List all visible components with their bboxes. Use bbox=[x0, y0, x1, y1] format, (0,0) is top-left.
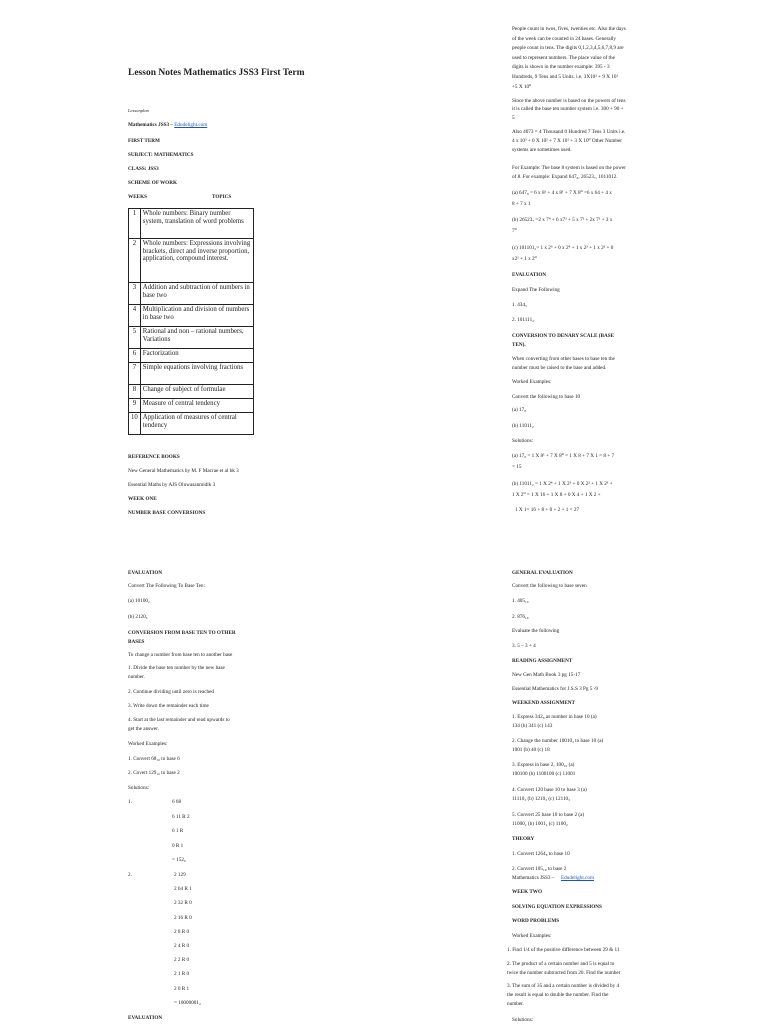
step-line: 3. Write down the remainder each time bbox=[128, 703, 209, 709]
division-step: 6 1 R bbox=[172, 828, 184, 834]
step-line: number. bbox=[128, 674, 145, 680]
intro-line: used to represent numbers. The place value of the bbox=[512, 54, 615, 61]
division-step: 2 2 R 0 bbox=[174, 957, 190, 964]
paragraph-line: 5 bbox=[512, 114, 515, 121]
example-line: (b) 26523₇ =2 x 7⁴ + 6 x7³ + 5 x 7² + 2x 7¹ + 3 x bbox=[512, 217, 613, 223]
intro-line: People count in twos, fives, twenties etc. Also the days bbox=[512, 26, 626, 32]
word-problem: the result is equal to double the number. Find the bbox=[507, 992, 609, 998]
week-number: 9 bbox=[129, 399, 141, 413]
instruction-text: Convert The Following To Base Ten: bbox=[128, 583, 205, 589]
example-line: (c) 101101₂= 1 x 2⁵ + 0 x 2⁴ + 1 x 2³ + 1 x 2² + 0 bbox=[512, 245, 614, 251]
topic-row bbox=[129, 283, 254, 305]
page-3 bbox=[0, 512, 384, 1024]
section-heading: CONVERSION TO DENARY SCALE (BASE bbox=[512, 333, 615, 339]
topic-heading: NUMBER BASE CONVERSIONS bbox=[128, 510, 206, 516]
division-step: 2 16 R 0 bbox=[174, 914, 192, 921]
intro-line: digits is shown in the number example: 395 - 3 bbox=[512, 64, 610, 71]
word-problem: 2. The product of a certain number and 5 is equal to bbox=[507, 961, 615, 967]
topic-text: Application of measures of central tendency bbox=[140, 413, 253, 435]
week-two-heading: WEEK TWO bbox=[512, 889, 543, 895]
example-line: 8 + 7 x 1 bbox=[512, 201, 531, 207]
instruction-text: To change a number from base ten to another base bbox=[128, 652, 233, 658]
example-item: 2. Covert 129₁₀ to base 2 bbox=[128, 770, 180, 776]
topics-header: TOPICS bbox=[212, 194, 232, 200]
assignment-line: 11110₃ (b) 1210₃ (c) 12110₃ bbox=[512, 796, 570, 802]
example-line: (a) 647₈ = 6 x 8² + 4 x 8¹ + 7 X 8⁰ =6 x 64 + 4 x bbox=[512, 190, 612, 196]
word-problem: 1. Find 1/4 of the positive difference between 29 & 11 bbox=[507, 947, 620, 953]
step-line: 4. Start at the last remainder and read upwards to bbox=[128, 717, 230, 723]
word-problem: twice the number subtracted from 20. Find the number bbox=[507, 970, 621, 976]
topic-text: Simple equations involving fractions bbox=[140, 363, 253, 385]
intro-line: +5 X 10⁰ bbox=[512, 83, 532, 90]
solution-line: (a) 17₈ = 1 X 8¹ + 7 X 8⁰ = 1 X 8 + 7 X 1 = 8 + 7 bbox=[512, 453, 615, 459]
assignment-line: 1. Express 342₈ as number in base 10 (a) bbox=[512, 714, 597, 720]
intro-line: of the week can be counted in 24 bases. Generally bbox=[512, 35, 616, 42]
division-step: 2 4 R 0 bbox=[174, 943, 190, 949]
week-number: 10 bbox=[129, 413, 141, 435]
paragraph-line: number must be raised to the base and added. bbox=[512, 365, 607, 371]
assignment-line: 4. Convert 120 base 10 to base 3 (a) bbox=[512, 787, 587, 793]
question-number: 2. bbox=[128, 872, 132, 878]
general-evaluation-heading: GENERAL EVALUATION bbox=[512, 570, 573, 576]
week-number: 2 bbox=[129, 239, 141, 283]
assignment-line: 11000₂ (b) 1001₂ (c) 1100₂ bbox=[512, 821, 568, 827]
example-item: 1. Convert 68₁₀ to base 6 bbox=[128, 756, 180, 762]
week-number: 7 bbox=[129, 363, 141, 385]
topic-row bbox=[129, 327, 254, 349]
scheme-of-work-table bbox=[128, 208, 254, 435]
topic-text: Whole numbers: Binary number system, translation of word problems bbox=[140, 209, 253, 239]
topic-row bbox=[129, 305, 254, 327]
instruction-text: Convert the following to base seven bbox=[512, 583, 587, 589]
step-line: get the answer. bbox=[128, 726, 159, 732]
division-step: 2 129 bbox=[174, 872, 186, 878]
topic-text: Addition and subtraction of numbers in base two bbox=[140, 283, 253, 305]
topic-row bbox=[129, 385, 254, 399]
division-step: = 10000001₂ bbox=[174, 999, 201, 1006]
footer-text: Mathematics JSS3 – bbox=[512, 875, 555, 881]
week-number: 4 bbox=[129, 305, 141, 327]
topic-text: Change of subject of formulae bbox=[140, 385, 253, 399]
topic-text: Multiplication and division of numbers in base two bbox=[140, 305, 253, 327]
scheme-heading: SCHEME OF WORK bbox=[128, 180, 177, 186]
section-heading: CONVERSION FROM BASE TEN TO OTHER bbox=[128, 630, 236, 636]
topic-row bbox=[129, 209, 254, 239]
solution-line: (b) 11011₂ = 1 X 2⁴ + 1 X 2³ + 0 X 2² + 1 X 2¹ + bbox=[512, 481, 613, 487]
lessonplan-label: Lessonplan bbox=[128, 108, 149, 113]
word-problem: 3. The sum of 35 and a certain number is divided by 4 bbox=[507, 983, 620, 989]
weeks-header: WEEKS bbox=[128, 194, 148, 200]
week-number: 1 bbox=[129, 209, 141, 239]
first-term-heading: FIRST TERM bbox=[128, 138, 160, 144]
section-heading: WORD PROBLEMS bbox=[512, 918, 560, 924]
page-4 bbox=[384, 512, 768, 1024]
solution-line: 1 X 2⁰ = 1 X 16 + 1 X 8 + 0 X 4 + 1 X 2 + bbox=[512, 492, 601, 498]
week-number: 3 bbox=[129, 283, 141, 305]
paragraph-line: systems are sometimes used. bbox=[512, 147, 572, 154]
paragraph-line: 4 x 10³ + 0 X 10² + 7 X 10¹ + 3 X 10⁰ Other Number bbox=[512, 138, 623, 145]
assignment-line: 5. Convert 25 base 10 to base 2 (a) bbox=[512, 812, 585, 818]
evaluation-heading: EVALUATION bbox=[128, 570, 163, 576]
assignment-line: 3. Express in base 2, 100₁₀ (a) bbox=[512, 762, 575, 768]
page-2 bbox=[384, 0, 768, 512]
exercise-item: (b) 2120₃ bbox=[128, 614, 148, 620]
site-link[interactable]: Edudelight.com bbox=[174, 122, 208, 128]
topic-row bbox=[129, 399, 254, 413]
week-number: 8 bbox=[129, 385, 141, 399]
division-step: 6 11 R 2 bbox=[172, 813, 190, 820]
assignment-line: 134 (b) 341 (c) 143 bbox=[512, 723, 553, 729]
reference-2: Essential Maths by AJS Oluwasanmidlk 3 bbox=[128, 482, 216, 488]
paragraph-line: of 8. For example: Expand 647₈, 26523₇, 1011012. bbox=[512, 173, 618, 180]
reading-item: Essential Mathematics for J.S.S 3 Pg 5 -9 bbox=[512, 686, 599, 692]
section-heading: TEN). bbox=[512, 342, 526, 348]
site-link[interactable]: Edudelight.com bbox=[561, 875, 594, 881]
exercise-item: 2. 101111₂ bbox=[512, 317, 534, 323]
word-problem: number. bbox=[507, 1001, 524, 1007]
page-1 bbox=[0, 0, 384, 516]
step-line: 2. Continue dividing until zero is reached bbox=[128, 689, 215, 695]
class-heading: CLASS: JSS3 bbox=[128, 166, 159, 172]
worked-examples-label: Worked Examples: bbox=[512, 379, 552, 385]
paragraph-line: Also 4073 = 4 Thousand 0 Hundred 7 Tens 3 Units i.e. bbox=[512, 129, 626, 135]
intro-line: Hundreds, 9 Tens and 5 Units. i.e. 3X10² + 9 X 10¹ bbox=[512, 74, 619, 80]
topic-text: Whole numbers: Expressions involving brackets, direct and inverse proportion, application, compound interest. bbox=[140, 239, 253, 283]
topic-row bbox=[129, 363, 254, 385]
instruction-text: Evaluate the following bbox=[512, 628, 560, 634]
division-step: 2 1 R 0 bbox=[174, 971, 190, 978]
division-step: 0 R 1 bbox=[172, 842, 184, 849]
step-line: 1. Divide the base ten number by the new base bbox=[128, 665, 225, 671]
worked-examples-label: Worked Examples: bbox=[128, 741, 168, 747]
topic-row bbox=[129, 349, 254, 363]
evaluation-heading: EVALUATION bbox=[512, 272, 547, 278]
reading-assignment-heading: READING ASSIGNMENT bbox=[512, 658, 573, 664]
worked-examples-label: Worked Examples: bbox=[512, 933, 552, 939]
exercise-item: 1. 405₁₀ bbox=[512, 598, 529, 604]
topic-row bbox=[129, 413, 254, 435]
example-item: (b) 11011₂ bbox=[512, 423, 534, 429]
section-heading: SOLVING EQUATION EXPRESSIONS bbox=[512, 904, 602, 910]
theory-item: 2. Convert 105₁₀ to base 2 bbox=[512, 866, 567, 872]
solutions-label: Solutions: bbox=[512, 1017, 534, 1023]
paragraph-line: For Example: The base 8 system is based on the power bbox=[512, 165, 627, 171]
week-one-heading: WEEK ONE bbox=[128, 496, 157, 502]
topic-row bbox=[129, 239, 254, 283]
reading-item: New Gen Math Book 3 pg 15-17 bbox=[512, 672, 581, 678]
exercise-item: 1. 434₅ bbox=[512, 302, 527, 308]
division-step: 2 32 R 0 bbox=[174, 900, 192, 907]
section-heading: BASES bbox=[128, 639, 145, 645]
question-number: 1. bbox=[128, 799, 132, 805]
solution-line: 1 X 1= 16 + 8 + 0 + 2 + 1 = 27 bbox=[515, 507, 580, 513]
theory-heading: THEORY bbox=[512, 836, 535, 842]
solutions-label: Solutions: bbox=[128, 785, 150, 791]
topic-text: Rational and non – rational numbers, Variations bbox=[140, 327, 253, 349]
example-line: x2¹ + 1 x 2⁰ bbox=[512, 256, 537, 262]
instruction-text: Convert the following to base 10 bbox=[512, 394, 581, 400]
subject-line bbox=[128, 122, 207, 129]
evaluation-heading: EVALUATION bbox=[128, 1015, 163, 1021]
example-line: 7⁰ bbox=[512, 228, 517, 234]
paragraph-line: Since the above number is based on the powers of tens bbox=[512, 98, 626, 104]
topic-text: Factorization bbox=[140, 349, 253, 363]
theory-item: 1. Convert 1264₈ to base 10 bbox=[512, 851, 570, 857]
subject-line-text: Mathematics JSS3 – bbox=[128, 122, 173, 128]
assignment-line: 100100 (b) 1100100 (c) 11001 bbox=[512, 771, 576, 777]
subject-heading: SUBJECT: MATHEMATICS bbox=[128, 152, 194, 158]
division-step: = 152₆ bbox=[172, 857, 186, 863]
exercise-item: 3. 5 – 3 + 4 bbox=[512, 643, 536, 649]
exercise-item: 2. 876₁₀ bbox=[512, 614, 529, 620]
example-item: (a) 17₈ bbox=[512, 407, 527, 413]
week-number: 5 bbox=[129, 327, 141, 349]
week-number: 6 bbox=[129, 349, 141, 363]
solution-line: = 15 bbox=[512, 464, 522, 470]
solutions-label: Solutions: bbox=[512, 438, 534, 444]
paragraph-line: it is called the base ten number system i.e. 300 + 90 + bbox=[512, 106, 624, 113]
document-title: Lesson Notes Mathematics JSS3 First Term bbox=[128, 68, 305, 78]
weekend-assignment-heading: WEEKEND ASSIGNMENT bbox=[512, 700, 575, 706]
division-step: 2 8 R 0 bbox=[174, 928, 190, 935]
division-step: 2 0 R 1 bbox=[174, 985, 190, 992]
division-step: 2 64 R 1 bbox=[174, 886, 192, 893]
assignment-line: 1001 (b) 40 (c) 18 bbox=[512, 747, 550, 753]
reference-books-heading: REFERENCE BOOKS bbox=[128, 454, 180, 460]
paragraph-line: When converting from other bases to base ten the bbox=[512, 356, 615, 362]
exercise-item: (a) 10100₂ bbox=[128, 598, 150, 604]
assignment-line: 2. Change the number 10010₂ to base 10 (a) bbox=[512, 738, 604, 744]
reference-1: New General Mathematics by M. F Macrae et al bk 3 bbox=[128, 468, 239, 474]
intro-line: people count in tens. The digits 0,1,2,3,4,5,6,7,8,9 are bbox=[512, 45, 624, 52]
topic-text: Measure of central tendency bbox=[140, 399, 253, 413]
instruction-text: Expand The Following bbox=[512, 287, 560, 293]
division-step: 6 68 bbox=[172, 799, 182, 805]
